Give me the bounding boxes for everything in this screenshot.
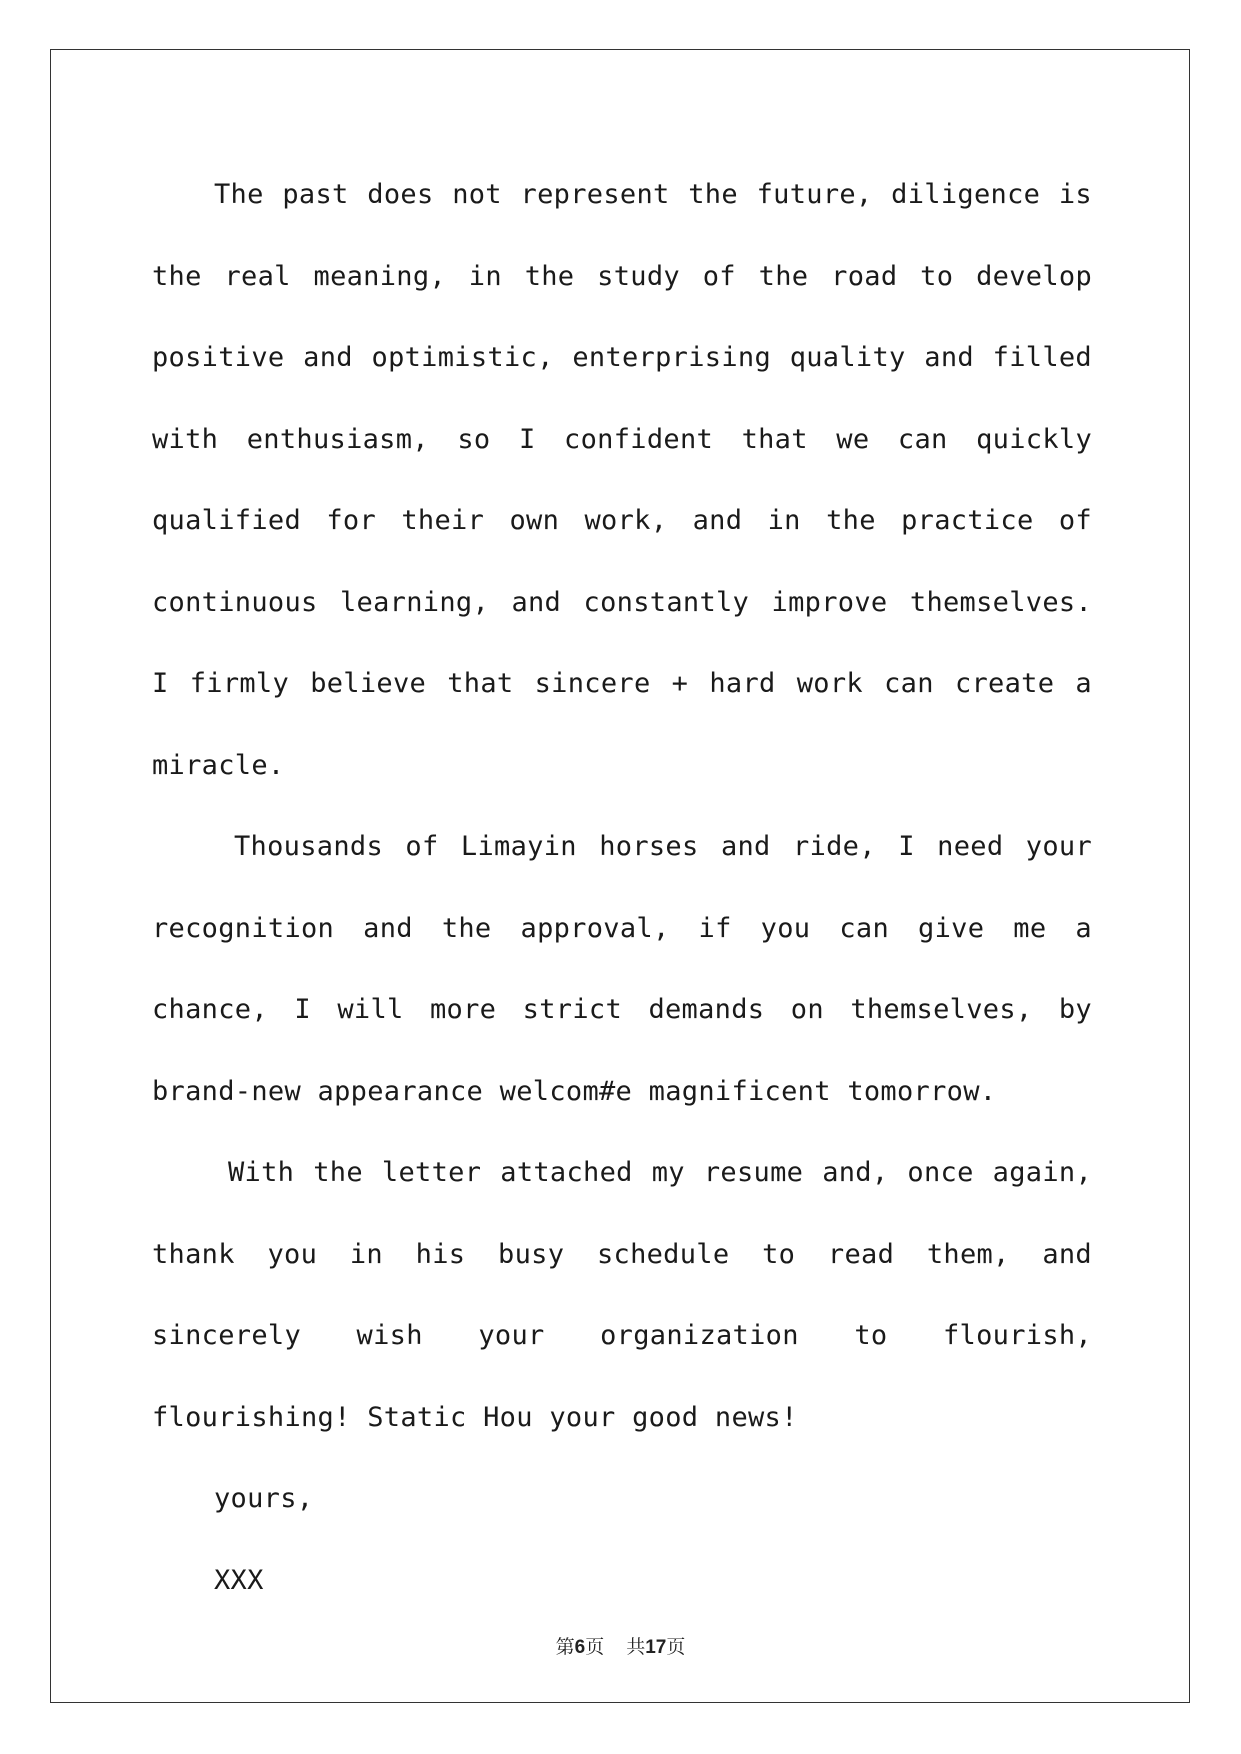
paragraph-2: Thousands of Limayin horses and ride, I need your recognition and the approval, if you can give me a chance, I will more strict demands on themselves, by brand-new appearance welcom#e magnificent tomorrow.: [152, 831, 1092, 1107]
page-prefix: 第: [555, 1636, 575, 1658]
page-number: 6: [574, 1637, 586, 1658]
total-prefix: 共: [626, 1636, 646, 1658]
total-suffix: 页: [666, 1636, 686, 1658]
paragraph-1: The past does not represent the future, diligence is the real meaning, in the study of the road to develop positive and optimistic, enterprising quality and filled with enthusiasm, so I confident that we can quickly qualified for their own work, and in the practice of continuous learning, and constantly improve themselves. I firmly believe that sincere + hard work can create a miracle.: [152, 179, 1092, 781]
page-footer: [0, 1632, 1241, 1659]
closing: yours,: [214, 1483, 314, 1514]
paragraph-3: With the letter attached my resume and, once again, thank you in his busy schedule to read them, and sincerely wish your organization to flourish, flourishing! Static Hou your good news!: [152, 1157, 1092, 1433]
total-pages: 17: [645, 1637, 667, 1658]
signature: XXX: [214, 1564, 264, 1596]
letter-body: [152, 154, 1092, 1621]
page-suffix: 页: [585, 1636, 605, 1658]
